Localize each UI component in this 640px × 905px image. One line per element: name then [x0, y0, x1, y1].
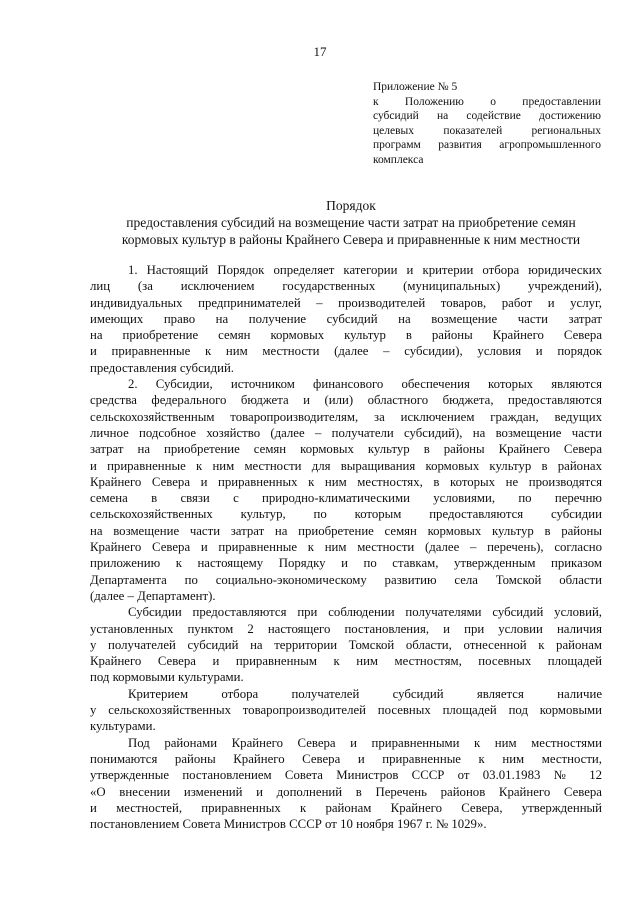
text-line: имеющих право на получение субсидий на возмещение части затрат	[90, 311, 602, 326]
paragraph-5	[90, 735, 602, 833]
text-line: семена в связи с природно-климатическими условиями, по перечню	[90, 491, 602, 506]
paragraph-1	[90, 262, 602, 376]
text-line: Департамента по социально-экономическому развитию села Томской области	[90, 572, 602, 587]
text-line: сельскохозяйственных культур, по которым предоставляются субсидии	[90, 507, 602, 522]
text-line: Под районами Крайнего Севера и приравненными к ним местностями	[128, 735, 602, 750]
text-line: индивидуальных предпринимателей – производителей товаров, работ и услуг,	[90, 295, 602, 310]
appendix-line: программ развития агропромышленного	[373, 139, 601, 151]
title-line: кормовых культур в районы Крайнего Севера и приравненные к ним местности	[121, 232, 581, 247]
text-line: на приобретение семян кормовых культур в районы Крайнего Севера	[90, 328, 602, 343]
document-body	[90, 262, 602, 832]
paragraph-3	[90, 604, 602, 685]
text-line: личное подсобное хозяйство (далее – получатели субсидий), на возмещение части	[90, 425, 602, 440]
text-line: (далее – Департамент).	[90, 588, 216, 603]
text-line: средства федерального бюджета и (или) областного бюджета, предоставляются	[90, 393, 602, 408]
text-line: утвержденные постановлением Совета Министров СССР от 03.01.1983 № 12	[90, 768, 602, 783]
paragraph-2	[90, 376, 602, 604]
text-line: постановлением Совета Министров СССР от 10 ноября 1967 г. № 1029».	[90, 817, 487, 832]
appendix-line: Приложение № 5	[373, 81, 458, 93]
text-line: 2. Субсидии, источником финансового обеспечения которых являются	[128, 377, 602, 392]
text-line: Критерием отбора получателей субсидий является наличие	[128, 686, 602, 701]
text-line: установленных пунктом 2 настоящего постановления, и при условии наличия	[90, 621, 602, 636]
text-line: и местностей, приравненных к районам Крайнего Севера, утвержденный	[90, 800, 602, 815]
appendix-line: к Положению о предоставлении	[373, 95, 601, 108]
appendix-line: субсидий на содействие достижению	[373, 110, 601, 122]
paragraph-4	[90, 686, 602, 735]
text-line: Крайнего Севера и приравненным к ним местностям, посевных площадей	[90, 654, 602, 669]
text-line: и приравненные к ним местности (далее – субсидии), условия и порядок	[90, 344, 602, 359]
text-line: Крайнего Севера и приравненных к ним местностях, в которых не производятся	[90, 474, 602, 489]
appendix-header	[373, 80, 601, 167]
appendix-line: комплекса	[373, 153, 424, 166]
text-line: затрат на приобретение семян кормовых культур в районы Крайнего Севера	[90, 442, 602, 457]
text-line: у получателей субсидий на территории Томской области, отнесенной к районам	[90, 637, 602, 652]
title-line: Порядок	[326, 198, 376, 213]
appendix-line: целевых показателей региональных	[373, 124, 601, 137]
text-line: на возмещение части затрат на приобретение семян кормовых культур в районы	[90, 523, 602, 538]
text-line: лиц (за исключением государственных (муниципальных) учреждений),	[90, 279, 602, 294]
page-number: 17	[313, 44, 327, 59]
text-line: «О внесении изменений и дополнений в Перечень районов Крайнего Севера	[90, 784, 602, 799]
text-line: понимаются районы Крайнего Севера и приравненные к ним местности,	[90, 751, 602, 766]
text-line: 1. Настоящий Порядок определяет категории и критерии отбора юридических	[128, 263, 602, 277]
text-line: Субсидии предоставляются при соблюдении получателями субсидий условий,	[128, 605, 602, 620]
text-line: у сельскохозяйственных товаропроизводителей посевных площадей под кормовыми	[90, 703, 602, 718]
document-title	[90, 197, 612, 248]
text-line: и приравненные к ним местности для выращивания кормовых культур в районах	[90, 458, 602, 473]
text-line: приложению к настоящему Порядку и по ставкам, утвержденным приказом	[90, 556, 602, 571]
text-line: сельскохозяйственным товаропроизводителям, за исключением граждан, ведущих	[90, 409, 602, 424]
text-line: культурами.	[90, 719, 156, 734]
text-line: под кормовыми культурами.	[90, 670, 244, 685]
title-line: предоставления субсидий на возмещение части затрат на приобретение семян	[126, 215, 576, 230]
text-line: предоставления субсидий.	[90, 360, 235, 375]
text-line: Крайнего Севера и приравненные к ним местности (далее – перечень), согласно	[90, 540, 602, 555]
